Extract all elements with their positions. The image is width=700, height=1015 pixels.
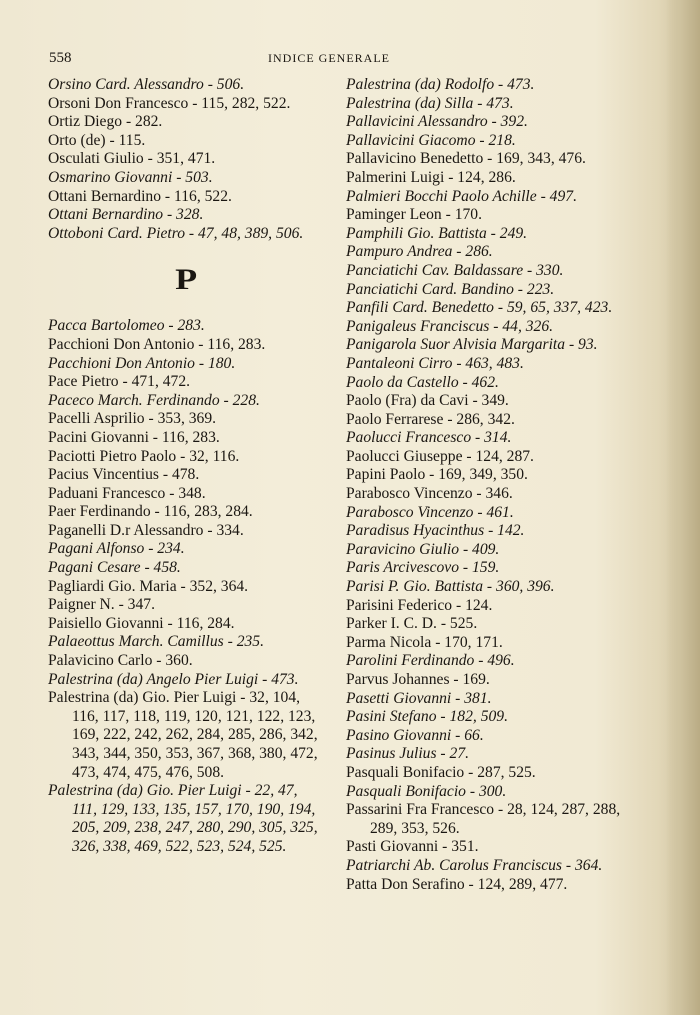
index-entry: Paisiello Giovanni - 116, 284. xyxy=(48,614,235,632)
index-entry: Pallavicini Giacomo - 218. xyxy=(346,131,516,149)
entries-p-block xyxy=(48,317,325,856)
index-entry: Paris Arcivescovo - 159. xyxy=(346,559,500,577)
section-letter: P xyxy=(174,263,199,297)
index-entry: Pace Pietro - 471, 472. xyxy=(48,373,191,391)
index-entry: Ottoboni Card. Pietro - 47, 48, 389, 506. xyxy=(48,224,304,242)
index-entry: Parabosco Vincenzo - 346. xyxy=(346,485,513,503)
index-entry: Pasti Giovanni - 351. xyxy=(346,838,479,856)
index-entry: Pasquali Bonifacio - 287, 525. xyxy=(346,763,536,781)
index-entry: Parma Nicola - 170, 171. xyxy=(346,633,503,651)
index-entry: Palavicino Carlo - 360. xyxy=(48,652,193,670)
index-entry: Paduani Francesco - 348. xyxy=(48,484,206,502)
index-entry: Pasino Giovanni - 66. xyxy=(346,726,484,744)
index-entry: Osmarino Giovanni - 503. xyxy=(48,168,213,186)
index-entry: Paganelli D.r Alessandro - 334. xyxy=(48,521,244,539)
running-title: INDICE GENERALE xyxy=(268,51,390,65)
index-entry: Paolucci Francesco - 314. xyxy=(346,429,512,447)
index-entry: Paciotti Pietro Paolo - 32, 116. xyxy=(48,447,240,465)
index-entry: Pagani Cesare - 458. xyxy=(48,559,181,577)
page-header xyxy=(49,48,390,68)
index-entry: Palmerini Luigi - 124, 286. xyxy=(346,168,516,186)
index-entry: Parisi P. Gio. Battista - 360, 396. xyxy=(346,578,555,596)
index-entry: Palmieri Bocchi Paolo Achille - 497. xyxy=(346,187,577,205)
index-entry: Pacelli Asprilio - 353, 369. xyxy=(48,410,217,428)
index-entry: Paer Ferdinando - 116, 283, 284. xyxy=(48,503,253,521)
index-entry: Orsoni Don Francesco - 115, 282, 522. xyxy=(48,94,291,112)
index-entry: Palestrina (da) Rodolfo - 473. xyxy=(346,76,535,93)
index-entry: Paigner N. - 347. xyxy=(48,596,155,614)
index-entry: Ottani Bernardino - 116, 522. xyxy=(48,187,232,205)
index-entry: Papini Paolo - 169, 349, 350. xyxy=(346,466,528,484)
entries-o-block xyxy=(48,76,325,243)
index-entry: Pacca Bartolomeo - 283. xyxy=(48,317,205,335)
index-entry: Pasetti Giovanni - 381. xyxy=(346,689,492,707)
index-entry: Pacini Giovanni - 116, 283. xyxy=(48,428,220,446)
index-entry: Passarini Fra Francesco - 28, 124, 287, 288, 289, 353, 526. xyxy=(346,801,621,837)
index-entry: Orto (de) - 115. xyxy=(48,131,146,149)
index-entry: Paminger Leon - 170. xyxy=(346,206,482,224)
index-entry: Palestrina (da) Silla - 473. xyxy=(346,94,514,112)
index-entry: Palestrina (da) Gio. Pier Luigi - 32, 104, 116, 117, 118, 119, 120, 121, 122, 123, 169, 222, 242, 262, 284, 285, 286, 342, 343, 344, 350, 353, 367, 368, 380, 472, 473, 474, 475, 476, 508. xyxy=(48,689,318,781)
index-entry: Parabosco Vincenzo - 461. xyxy=(346,503,514,521)
index-entry: Panigaleus Franciscus - 44, 326. xyxy=(346,317,554,335)
index-entry: Parolini Ferdinando - 496. xyxy=(346,652,515,670)
index-entry: Patta Don Serafino - 124, 289, 477. xyxy=(346,875,568,893)
index-entry: Palaeottus March. Camillus - 235. xyxy=(48,633,264,651)
page-gutter-shadow xyxy=(666,0,700,1015)
index-entry: Pacius Vincentius - 478. xyxy=(48,466,200,484)
index-entry: Panciatichi Card. Bandino - 223. xyxy=(346,280,555,298)
index-entry: Paolo Ferrarese - 286, 342. xyxy=(346,410,515,428)
index-entry: Pantaleoni Cirro - 463, 483. xyxy=(346,354,524,372)
index-entry: Pacchioni Don Antonio - 116, 283. xyxy=(48,335,266,353)
index-entry: Ortiz Diego - 282. xyxy=(48,113,163,131)
index-entry: Pacchioni Don Antonio - 180. xyxy=(48,354,236,372)
index-entry: Orsino Card. Alessandro - 506. xyxy=(48,76,245,93)
index-entry: Pamphili Gio. Battista - 249. xyxy=(346,224,528,242)
index-entry: Parvus Johannes - 169. xyxy=(346,671,490,688)
index-entry: Panfili Card. Benedetto - 59, 65, 337, 423. xyxy=(346,299,613,317)
index-entry: Pasquali Bonifacio - 300. xyxy=(346,782,507,800)
left-column xyxy=(48,76,325,857)
right-column xyxy=(346,76,624,894)
index-entry: Panigarola Suor Alvisia Margarita - 93. xyxy=(346,336,598,354)
index-entry: Parisini Federico - 124. xyxy=(346,596,493,614)
index-entry: Pasini Stefano - 182, 509. xyxy=(346,708,508,726)
index-entry: Pagani Alfonso - 234. xyxy=(48,540,185,558)
index-entry: Paolo (Fra) da Cavi - 349. xyxy=(346,392,509,410)
index-entry: Patriarchi Ab. Carolus Franciscus - 364. xyxy=(346,856,603,874)
index-entry: Ottani Bernardino - 328. xyxy=(48,206,204,224)
index-entry: Palestrina (da) Angelo Pier Luigi - 473. xyxy=(48,670,299,688)
index-entry: Paradisus Hyacinthus - 142. xyxy=(346,522,525,540)
page-number: 558 xyxy=(49,50,72,66)
index-entry: Osculati Giulio - 351, 471. xyxy=(48,150,216,168)
index-entry: Paceco March. Ferdinando - 228. xyxy=(48,391,260,409)
entries-p-continued xyxy=(346,76,624,894)
index-entry: Pasinus Julius - 27. xyxy=(346,745,470,763)
index-entry: Pagliardi Gio. Maria - 352, 364. xyxy=(48,577,249,595)
index-entry: Paolucci Giuseppe - 124, 287. xyxy=(346,447,534,465)
index-entry: Paravicino Giulio - 409. xyxy=(346,540,500,558)
index-entry: Palestrina (da) Gio. Pier Luigi - 22, 47, 111, 129, 133, 135, 157, 170, 190, 194, 205, 209, 238, 247, 280, 290, 305, 325, 326, 338, 469, 522, 523, 524, 525. xyxy=(48,782,318,855)
index-entry: Pallavicino Benedetto - 169, 343, 476. xyxy=(346,150,586,168)
index-entry: Panciatichi Cav. Baldassare - 330. xyxy=(346,261,564,279)
index-entry: Pallavicini Alessandro - 392. xyxy=(346,113,528,131)
index-entry: Parker I. C. D. - 525. xyxy=(346,615,478,633)
index-entry: Pampuro Andrea - 286. xyxy=(346,243,493,261)
index-entry: Paolo da Castello - 462. xyxy=(346,373,499,391)
